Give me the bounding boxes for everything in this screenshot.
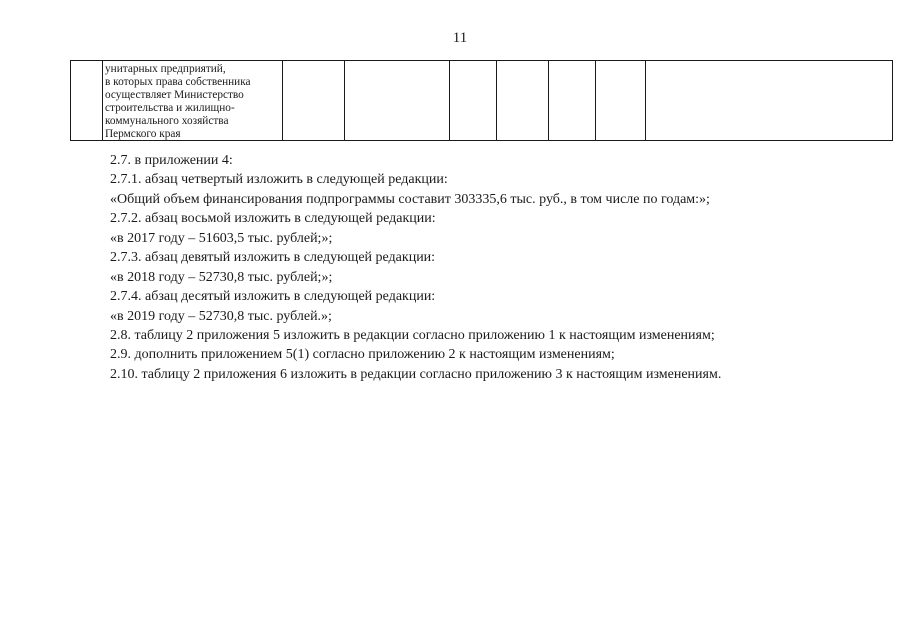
document-body <box>110 151 721 384</box>
paragraph: 2.7.1. абзац четвертый изложить в следующей редакции: <box>110 172 448 188</box>
cell-text-line: унитарных предприятий, <box>105 63 226 75</box>
paragraph: 2.8. таблицу 2 приложения 5 изложить в редакции согласно приложению 1 к настоящим изменениям; <box>110 327 715 343</box>
table-cell <box>283 61 345 141</box>
paragraph: «в 2019 году – 52730,8 тыс. рублей.»; <box>110 308 332 324</box>
page-number: 11 <box>452 30 468 46</box>
table-cell <box>345 61 450 141</box>
table-cell <box>497 61 549 141</box>
paragraph: «Общий объем финансирования подпрограммы составит 303335,6 тыс. руб., в том числе по годам:»; <box>110 191 710 207</box>
paragraph: 2.10. таблицу 2 приложения 6 изложить в редакции согласно приложению 3 к настоящим изменениям. <box>110 366 722 382</box>
table-row <box>71 61 893 141</box>
paragraph: 2.9. дополнить приложением 5(1) согласно приложению 2 к настоящим изменениям; <box>110 347 615 363</box>
table-cell <box>450 61 497 141</box>
cell-text-line: коммунального хозяйства <box>105 114 229 127</box>
table-cell-description <box>103 61 283 141</box>
cell-text-line: в которых права собственника <box>105 75 251 88</box>
cell-text-line: строительства и жилищно- <box>105 101 235 114</box>
cell-text-line: Пермского края <box>105 127 181 140</box>
paragraph: 2.7.2. абзац восьмой изложить в следующей редакции: <box>110 211 436 227</box>
paragraph: «в 2018 году – 52730,8 тыс. рублей;»; <box>110 269 333 285</box>
table-cell <box>646 61 893 141</box>
continuation-table <box>70 60 893 141</box>
paragraph: 2.7.3. абзац девятый изложить в следующей редакции: <box>110 250 436 266</box>
cell-text-line: осуществляет Министерство <box>105 88 244 101</box>
table-cell-number <box>71 61 103 141</box>
paragraph: 2.7. в приложении 4: <box>110 153 233 168</box>
paragraph: 2.7.4. абзац десятый изложить в следующей редакции: <box>110 289 436 305</box>
table-cell <box>549 61 596 141</box>
paragraph: «в 2017 году – 51603,5 тыс. рублей;»; <box>110 230 333 246</box>
table-cell <box>596 61 646 141</box>
